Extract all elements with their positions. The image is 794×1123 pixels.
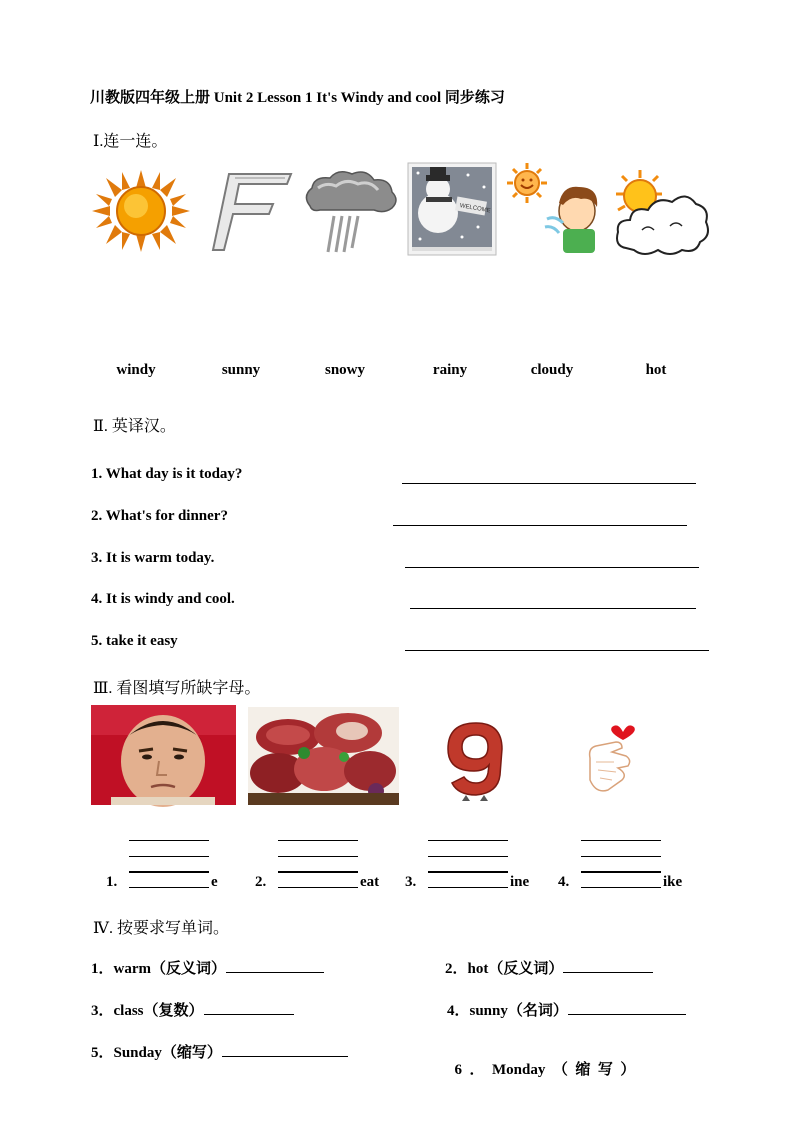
word-task-2-blank[interactable] <box>563 958 653 973</box>
word-task-2 <box>445 957 653 978</box>
letter-line[interactable] <box>428 871 508 873</box>
meat-photo <box>248 707 399 805</box>
word-task-1-label: 1．warm（反义词） <box>91 961 226 977</box>
word-task-3 <box>91 999 294 1020</box>
match-word-snowy: snowy <box>324 362 365 378</box>
svg-text:WELCOME: WELCOME <box>459 203 491 215</box>
fill-item-suffix-1: e <box>211 874 218 890</box>
fill-item-number-3: 3. <box>405 874 417 890</box>
fill-item-number-2: 2. <box>255 874 267 890</box>
letter-line[interactable] <box>278 840 358 841</box>
sun-icon <box>92 170 190 252</box>
wind-icon <box>207 170 293 252</box>
word-task-4-label: 4．sunny（名词） <box>447 1003 568 1019</box>
word-task-5-label: 5．Sunday（缩写） <box>91 1045 222 1061</box>
answer-line-1[interactable] <box>402 483 696 484</box>
face-photo <box>91 705 236 805</box>
letter-line[interactable] <box>129 840 209 841</box>
word-task-6-label: 6 ． Monday （ 缩 写 ） <box>454 1062 636 1078</box>
letter-line[interactable] <box>278 856 358 857</box>
word-task-4-blank[interactable] <box>568 1000 686 1015</box>
letter-line[interactable] <box>581 840 661 841</box>
letter-line[interactable] <box>278 871 358 873</box>
section2-heading: Ⅱ. 英译汉。 <box>93 418 176 435</box>
heart-hand <box>582 718 652 794</box>
letter-line[interactable] <box>428 840 508 841</box>
nine-figure <box>404 709 546 805</box>
rain-cloud-icon <box>300 168 400 256</box>
word-task-5 <box>91 1041 348 1062</box>
translate-item-3: 3. It is warm today. <box>91 550 215 566</box>
word-task-3-blank[interactable] <box>204 1000 294 1015</box>
letter-line[interactable] <box>278 887 358 888</box>
match-word-rainy: rainy <box>432 362 468 378</box>
fill-item-suffix-2: eat <box>360 874 380 890</box>
letter-line[interactable] <box>129 871 209 873</box>
snowman-photo <box>408 163 496 255</box>
word-task-4 <box>447 999 686 1020</box>
fill-item-suffix-4: ike <box>663 874 683 890</box>
letter-line[interactable] <box>428 856 508 857</box>
word-task-3-label: 3．class（复数） <box>91 1003 204 1019</box>
sun-cloud-icon <box>612 170 710 258</box>
letter-line[interactable] <box>129 887 209 888</box>
match-word-sunny: sunny <box>221 362 261 378</box>
answer-line-4[interactable] <box>410 608 696 609</box>
page-title: 川教版四年级上册 Unit 2 Lesson 1 It's Windy and cool 同步练习 <box>90 90 505 106</box>
fill-item-suffix-3: ine <box>510 874 530 890</box>
translate-item-4: 4. It is windy and cool. <box>91 591 235 607</box>
match-word-cloudy: cloudy <box>530 362 574 378</box>
translate-item-2: 2. What's for dinner? <box>91 508 228 524</box>
answer-line-3[interactable] <box>405 567 699 568</box>
answer-line-2[interactable] <box>393 525 687 526</box>
fill-item-number-1: 1. <box>106 874 118 890</box>
match-word-hot: hot <box>645 362 667 378</box>
word-task-5-blank[interactable] <box>222 1042 348 1057</box>
hot-day-icon <box>507 163 607 255</box>
word-task-2-label: 2．hot（反义词） <box>445 961 564 977</box>
translate-item-1: 1. What day is it today? <box>91 466 243 482</box>
word-task-1 <box>91 957 324 978</box>
section1-heading: Ⅰ.连一连。 <box>93 133 168 150</box>
fill-item-number-4: 4. <box>558 874 570 890</box>
section3-heading: Ⅲ. 看图填写所缺字母。 <box>93 680 261 697</box>
word-task-1-blank[interactable] <box>226 958 324 973</box>
answer-line-5[interactable] <box>405 650 709 651</box>
word-task-6 <box>447 1041 635 1079</box>
letter-line[interactable] <box>129 856 209 857</box>
section4-heading: Ⅳ. 按要求写单词。 <box>93 920 229 937</box>
letter-line[interactable] <box>581 871 661 873</box>
letter-line[interactable] <box>581 887 661 888</box>
letter-line[interactable] <box>581 856 661 857</box>
letter-line[interactable] <box>428 887 508 888</box>
match-word-windy: windy <box>116 362 156 378</box>
translate-item-5: 5. take it easy <box>91 633 178 649</box>
